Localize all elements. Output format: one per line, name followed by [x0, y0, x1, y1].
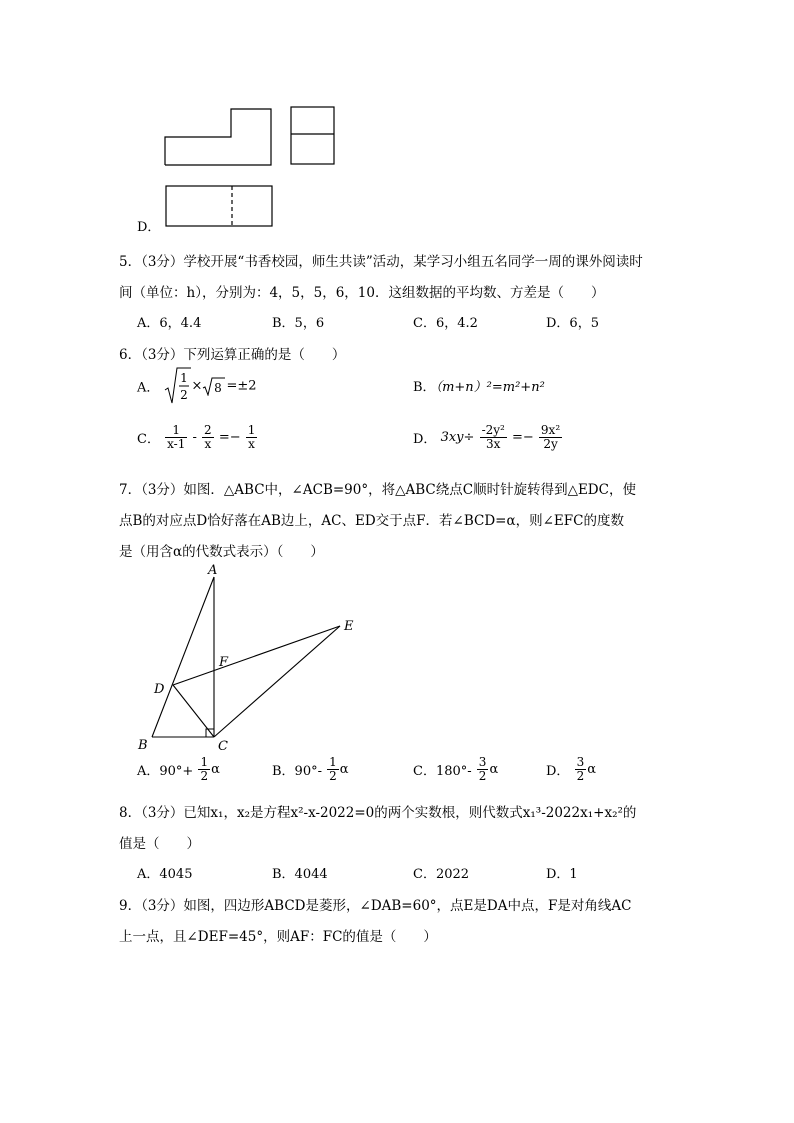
q6-option-d: D． 3xy÷ $\frac{\text{-2y²}}{3x}$ =− $\frac{\text{9x²}}{2y}$ [413, 423, 561, 451]
triangle-rotation-figure [130, 560, 370, 756]
top-view [166, 186, 272, 226]
q6-option-c: C． $\frac{1}{x-1}$ - $\frac{2}{x}$ =− $\frac{1}{x}$ [137, 423, 256, 451]
q8-line2: 值是（ ） [119, 836, 200, 852]
q9-line2: 上一点，且∠DEF=45°，则AF：FC的值是（ ） [119, 929, 437, 945]
q4-option-d: D． [137, 220, 161, 235]
q5-option-b: B．5，6 [272, 316, 325, 331]
sqrt-frac [164, 366, 192, 406]
q5-option-a: A．6，4.4 [137, 316, 202, 331]
point-d-label: D [154, 682, 165, 697]
side-view [291, 107, 334, 164]
q6-option-a: A． 1 2 × 8 =±2 [137, 366, 257, 406]
q8-option-a: A．4045 [137, 867, 193, 882]
q7-line2: 点B的对应点D恰好落在AB边上，AC、ED交于点F．若∠BCD=α，则∠EFC的度数 [119, 513, 624, 529]
svg-text:8: 8 [214, 381, 223, 395]
q5-line1: 5．（3分）学校开展“书香校园，师生共读”活动，某学习小组五名同学一周的课外阅读时 [119, 254, 643, 270]
q8-option-b: B．4044 [272, 867, 328, 882]
q9-line1: 9．（3分）如图，四边形ABCD是菱形，∠DAB=60°，点E是DA中点，F是对角线AC [119, 898, 632, 914]
q8-line1: 8．（3分）已知x₁，x₂是方程x²-x-2022=0的两个实数根，则代数式x₁³-2022x₁+x₂²的 [119, 805, 637, 821]
point-f-label: F [219, 655, 229, 670]
q8-option-d: D．1 [546, 867, 578, 882]
q7-option-a: A．90°+ $\frac{1}{2}$ α [137, 755, 220, 783]
q6-option-b: B．（m+n）²=m²+n² [413, 380, 545, 395]
front-view [165, 109, 271, 165]
svg-text:1: 1 [179, 371, 188, 385]
q7-option-c: C．180°- $\frac{3}{2}$ α [413, 755, 499, 783]
q8-option-c: C．2022 [413, 867, 470, 882]
q7-option-d: D． $\frac{3}{2}$ α [546, 755, 596, 783]
point-e-label: E [344, 619, 354, 634]
q7-option-b: B．90°- $\frac{1}{2}$ α [272, 755, 349, 783]
point-b-label: B [138, 738, 148, 753]
q6-stem: 6．（3分）下列运算正确的是（ ） [119, 347, 346, 363]
q5-line2: 间（单位：h），分别为：4，5，5，6，10．这组数据的平均数、方差是（ ） [119, 285, 605, 301]
q7-line3: 是（用含α的代数式表示）（ ） [119, 544, 324, 560]
q5-option-d: D．6，5 [546, 316, 599, 331]
point-c-label: C [218, 739, 228, 754]
three-view-figure [160, 100, 350, 232]
q5-option-c: C．6，4.2 [413, 316, 478, 331]
q7-line1: 7．（3分）如图．△ABC中，∠ACB=90°，将△ABC绕点C顺时针旋转得到△EDC，使 [119, 482, 636, 498]
point-a-label: A [208, 563, 218, 578]
svg-text:2: 2 [179, 388, 188, 402]
